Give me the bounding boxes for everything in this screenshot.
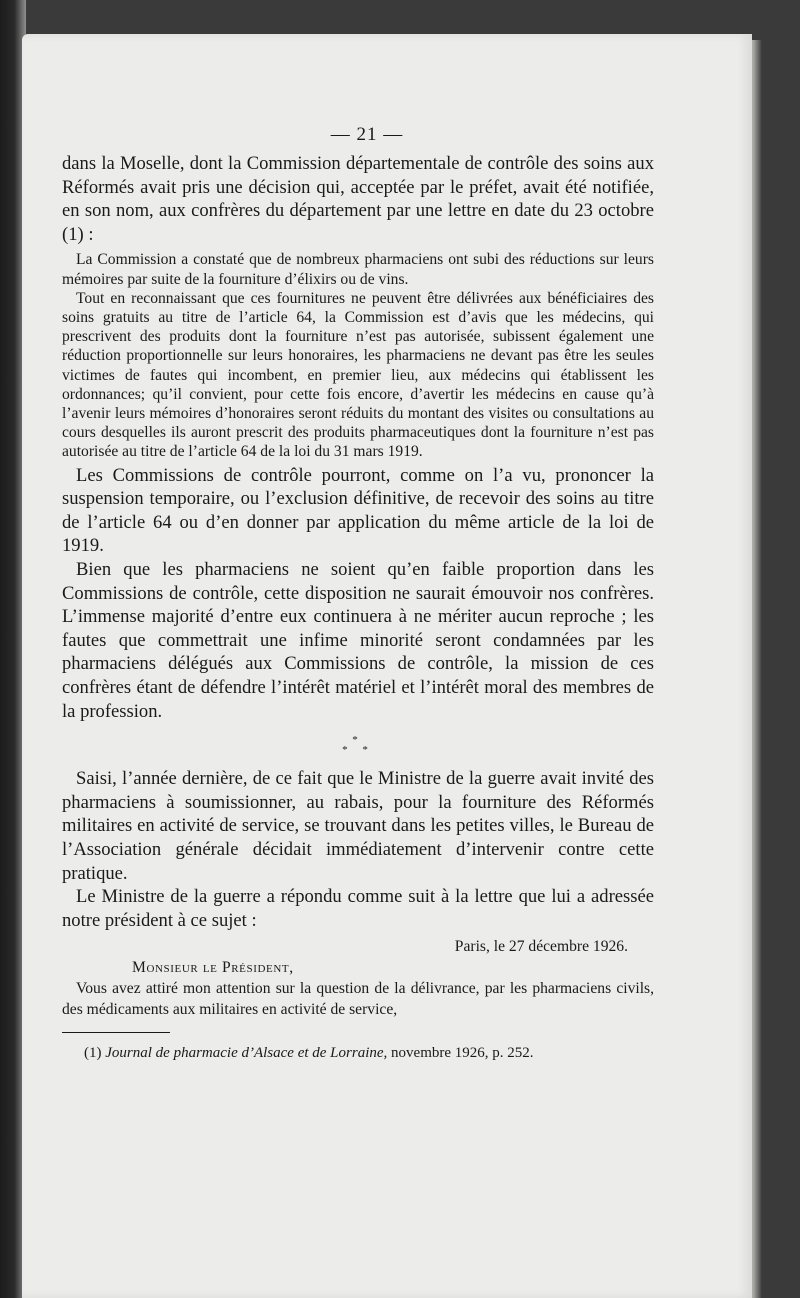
letter-dateline: Paris, le 27 décembre 1926. — [454, 938, 628, 956]
quote-paragraph-1: La Commission a constaté que de nombreux pharmaciens ont subi des réductions sur leurs mémoires par suite de la fourniture d’élixirs ou de vins. — [62, 251, 654, 288]
paragraph-commissions: Les Commissions de contrôle pourront, comme on l’a vu, prononcer la suspension temporaire, ou l’exclusion définitive, de recevoir des soins au titre de l’article 64 ou d’en donner par application du même article de la loi de 1919. — [62, 464, 654, 557]
intro-paragraph: dans la Moselle, dont la Commission départementale de contrôle des soins aux Réformés avait pris une décision qui, acceptée par le préfet, avait été notifiée, en son nom, aux confrères du département par une lettre en date du 23 octobre (1) : — [62, 153, 654, 245]
page-number: — 21 — — [330, 124, 404, 145]
footnote-rule — [62, 1032, 170, 1033]
book-page — [22, 34, 752, 1298]
asterism-bottom: * * — [342, 744, 374, 757]
letter-paragraph: Vous avez attiré mon attention sur la question de la délivrance, par les pharmaciens civils, des médicaments aux militaires en activité de service, — [62, 980, 654, 1019]
quoted-decision — [62, 250, 654, 461]
footnote — [62, 1043, 654, 1063]
paragraph-ministre: Saisi, l’année dernière, de ce fait que le Ministre de la guerre avait invité des pharmaciens à soumissionner, au rabais, pour la fourniture des Réformés militaires en activité de service, se trouvant dans les petites villes, le Bureau de l’Association générale décidait immédiatement d’intervenir contre cette pratique. — [62, 768, 654, 884]
paragraph-reponse: Le Ministre de la guerre a répondu comme suit à la lettre que lui a adressée notre président à ce sujet : — [62, 886, 654, 931]
footnote-marker: (1) — [84, 1045, 102, 1062]
paragraph-pharmaciens: Bien que les pharmaciens ne soient qu’en faible proportion dans les Commissions de contrôle, cette disposition ne saurait émouvoir nos confrères. L’immense majorité d’entre eux continuera à ne mériter aucun reproche ; les fautes que commettrait une infime minorité seront condamnées par les pharmaciens délégués aux Commissions de contrôle, la mission de ces confrères étant de défendre l’intérêt matériel et l’intérêt moral des membres de la profession. — [62, 558, 654, 722]
text-column — [62, 124, 654, 1063]
footnote-journal: Journal de pharmacie d’Alsace et de Lorraine, — [105, 1045, 388, 1062]
asterism-top: * — [352, 734, 364, 747]
footnote-details: novembre 1926, p. 252. — [387, 1045, 534, 1062]
section-asterism — [62, 735, 654, 755]
letter-salutation: Monsieur le Président, — [132, 959, 294, 977]
quote-paragraph-2: Tout en reconnaissant que ces fournitures ne peuvent être délivrées aux bénéficiaires des soins gratuits au titre de l’article 64, la Commission est d’avis que les médecins, qui prescrivent des produits dont la fourniture n’est pas autorisée, subissent également une réduction proportionnelle sur leurs honoraires, les pharmaciens ne devant pas être les seules victimes de fautes qui incombent, en premier lieu, aux médecins qui établissent les ordonnances; qu’il convient, pour cette fois encore, d’avertir les médecins en cause qu’à l’avenir leurs mémoires d’honoraires seront réduits du montant des visites ou consultations au cours desquelles ils auront prescrit des produits pharmaceutiques dont la fourniture n’est pas autorisée au titre de l’article 64 de la loi du 31 mars 1919. — [62, 289, 654, 461]
